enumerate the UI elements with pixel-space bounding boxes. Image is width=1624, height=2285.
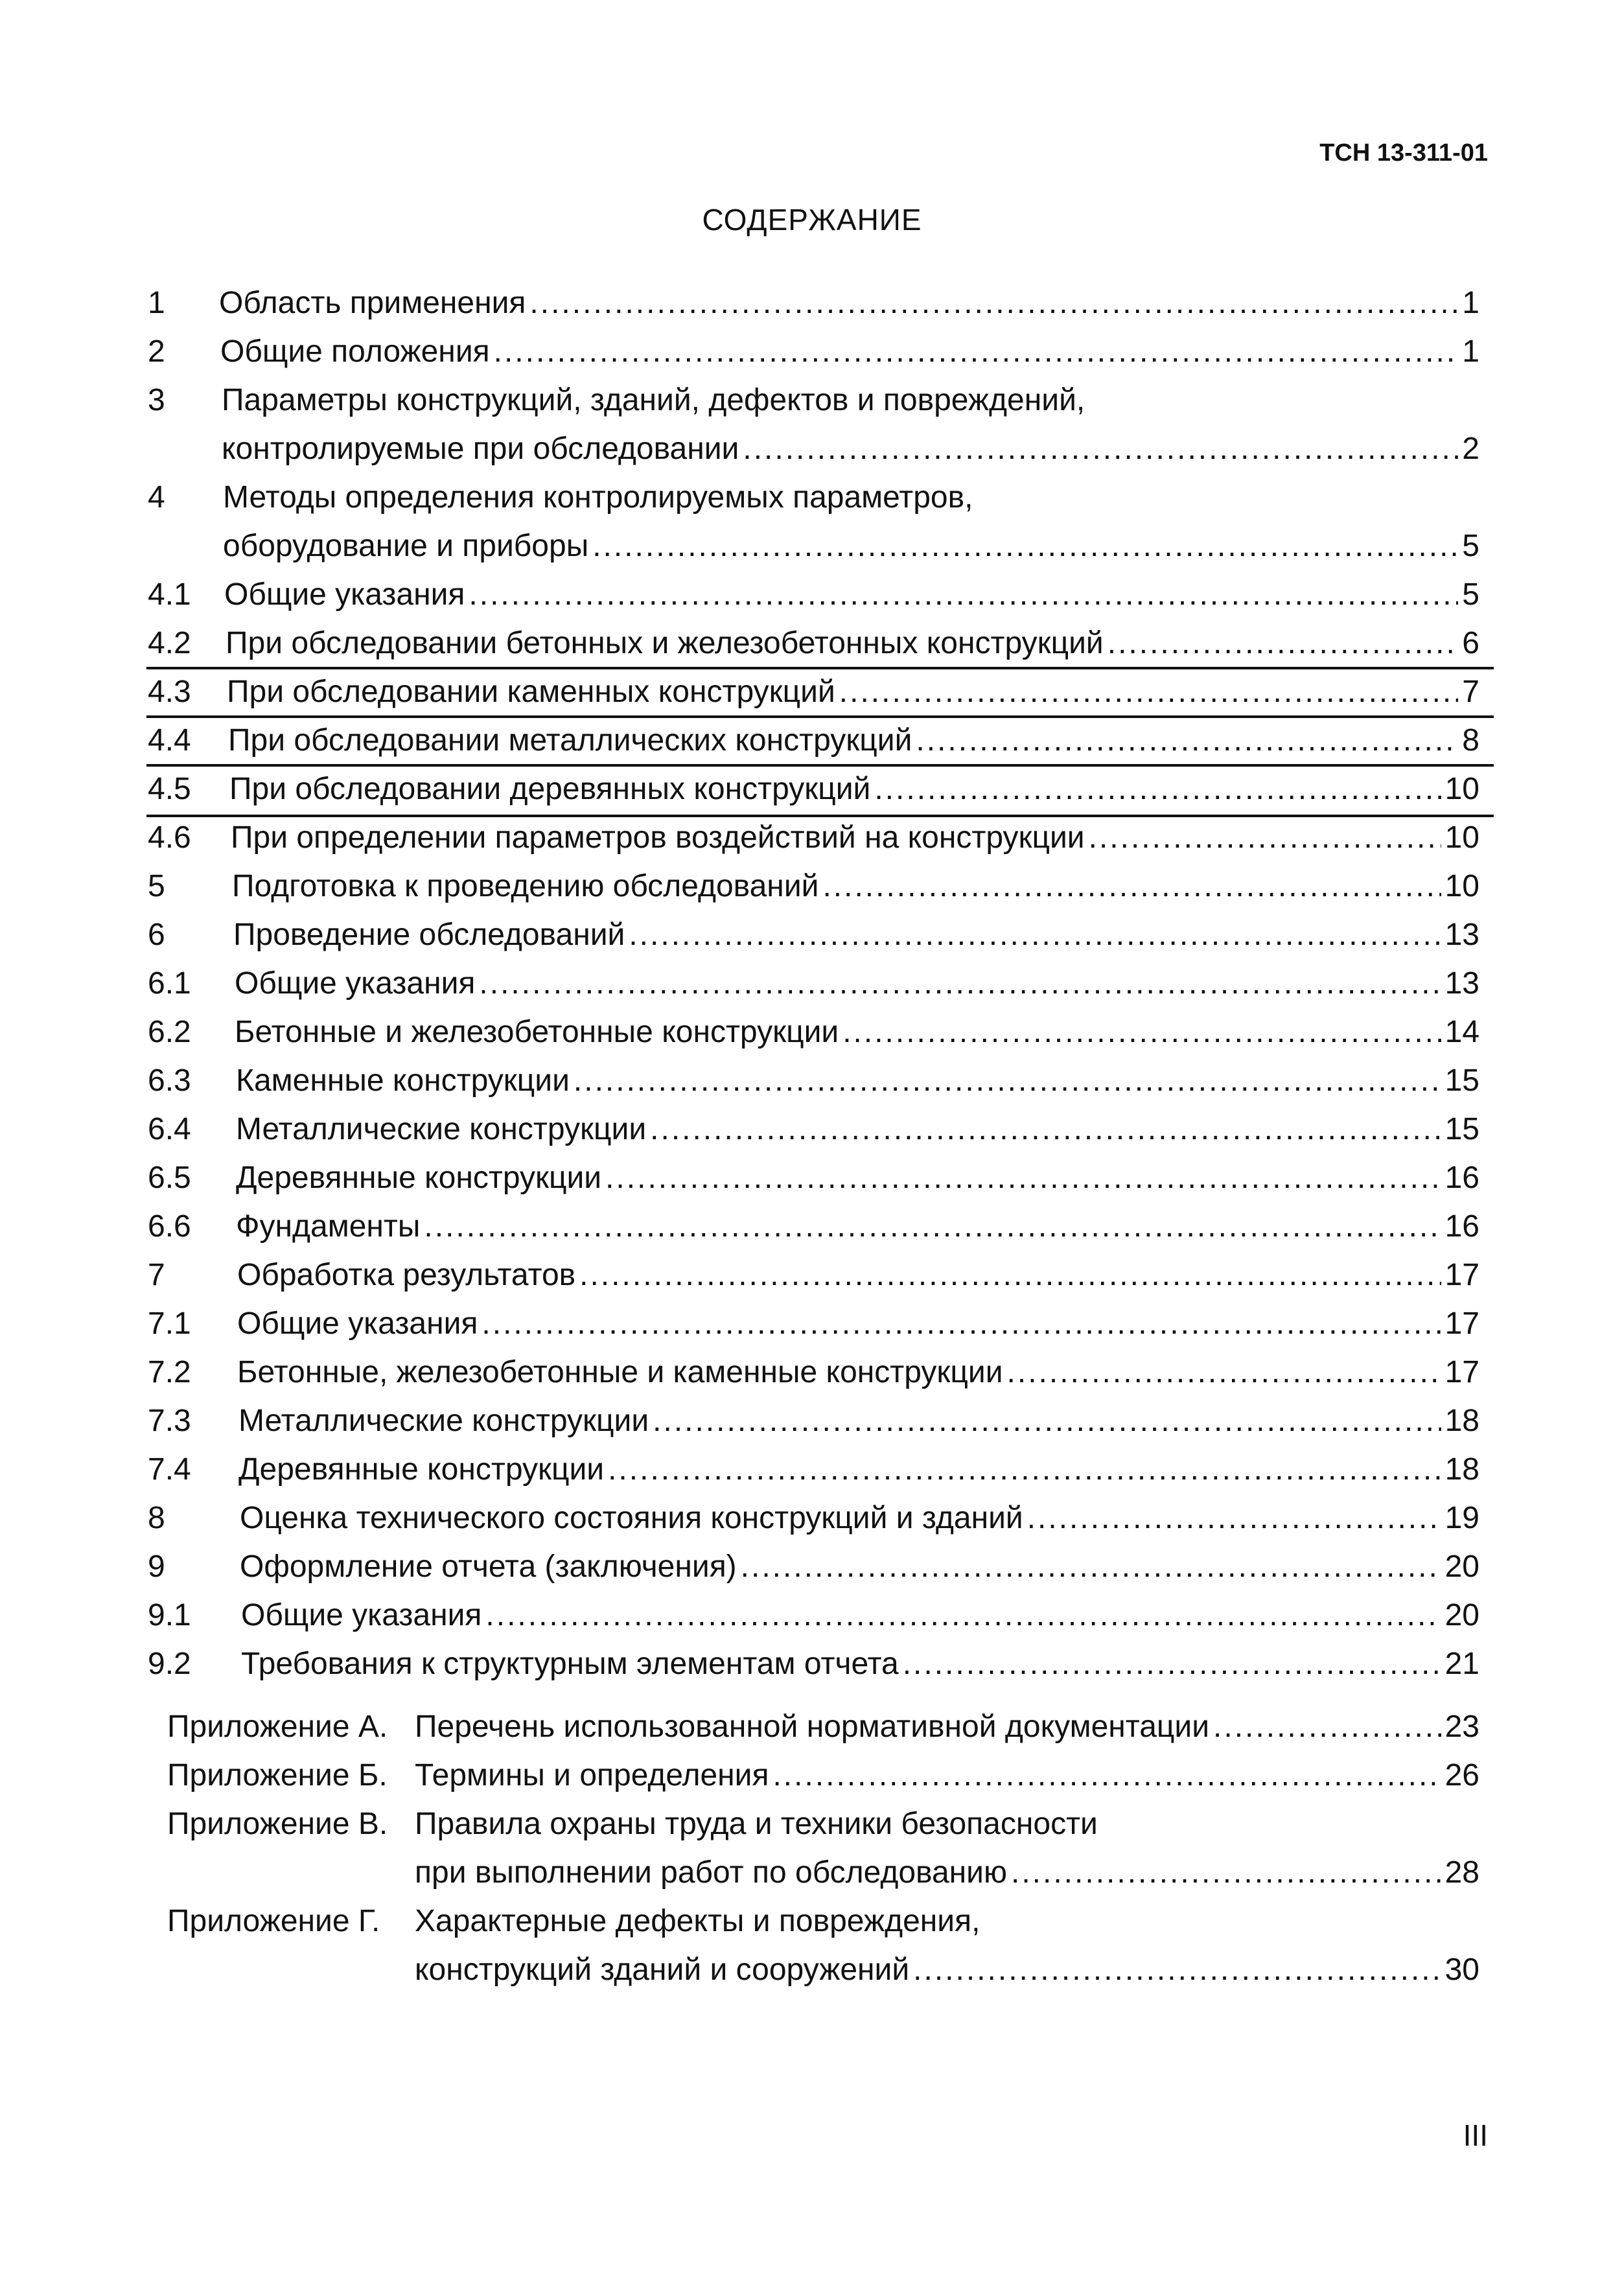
toc-leader (913, 1945, 1441, 1994)
toc-entry-2 (148, 327, 1479, 376)
toc-label: Методы определения контролируемых параметров, (223, 480, 973, 515)
toc-page: 13 (1444, 918, 1479, 952)
toc-number: 9 (148, 1549, 165, 1584)
toc-page: 17 (1444, 1355, 1479, 1389)
toc-number: 6.4 (148, 1112, 191, 1146)
toc-entry-4-4 (148, 716, 1479, 765)
toc-page: 15 (1444, 1063, 1479, 1098)
toc-entry-4-2 (148, 619, 1479, 667)
toc-label: Оценка технического состояния конструкций и зданий (240, 1501, 1023, 1535)
toc-entry-4-1 (148, 570, 1479, 619)
toc-entry-7-2 (148, 1348, 1479, 1397)
toc-entry-6 (148, 911, 1479, 959)
toc-leader (608, 1445, 1441, 1494)
toc-label: Параметры конструкций, зданий, дефектов и повреждений, (222, 383, 1085, 417)
toc-leader (1027, 1494, 1441, 1542)
toc-label: Каменные конструкции (236, 1063, 570, 1098)
toc-entry-3 (148, 376, 1479, 424)
toc-page: 6 (1462, 626, 1479, 660)
toc-appendix-v (148, 1800, 1479, 1848)
toc-number: 7 (148, 1258, 165, 1292)
toc-number: 4.2 (148, 626, 191, 660)
toc-label: при выполнении работ по обследованию (415, 1855, 1007, 1890)
toc-page: 1 (1462, 334, 1479, 369)
toc-leader (916, 716, 1458, 765)
toc-page: 26 (1444, 1758, 1479, 1792)
toc-leader (1213, 1702, 1441, 1751)
toc-label: Общие указания (241, 1598, 482, 1632)
toc-page: 21 (1444, 1647, 1479, 1681)
toc-page: 10 (1444, 869, 1479, 903)
toc-page: 20 (1444, 1549, 1479, 1584)
toc-number: 4 (148, 480, 165, 515)
toc-number: 4.4 (148, 723, 191, 758)
toc-entry-8 (148, 1494, 1479, 1542)
toc-page: 7 (1462, 675, 1479, 709)
toc-label: Металлические конструкции (238, 1404, 649, 1438)
toc-appendix-v-cont (148, 1848, 1479, 1897)
toc-label: конструкций зданий и сооружений (415, 1953, 910, 1987)
toc-number: 8 (148, 1501, 165, 1535)
toc-entry-1 (148, 279, 1479, 327)
toc-page: 5 (1462, 529, 1479, 563)
toc-leader (842, 1008, 1441, 1056)
toc-leader (605, 1154, 1441, 1202)
toc-number: 4.3 (148, 675, 191, 709)
toc-label: При обследовании бетонных и железобетонных конструкций (226, 626, 1104, 660)
toc-label: При обследовании каменных конструкций (227, 675, 835, 709)
toc-entry-7 (148, 1251, 1479, 1299)
toc-number: 6.3 (148, 1063, 191, 1098)
toc-number: 6.6 (148, 1209, 191, 1244)
toc-entry-4-3 (148, 667, 1479, 716)
toc-appendix-number: Приложение В. (167, 1807, 388, 1841)
toc-number: 6.5 (148, 1161, 191, 1195)
toc-leader (903, 1640, 1441, 1688)
toc-number: 7.2 (148, 1355, 191, 1389)
toc-entry-6-6 (148, 1202, 1479, 1251)
toc-entry-4-cont (148, 522, 1479, 570)
toc-label: Общие указания (224, 577, 465, 612)
toc-leader (743, 424, 1458, 473)
toc-number: 6 (148, 918, 165, 952)
toc-number: 7.3 (148, 1404, 191, 1438)
toc-leader (529, 279, 1458, 327)
toc-number: 6.2 (148, 1015, 191, 1049)
toc-page: 10 (1444, 772, 1479, 806)
toc-label: Характерные дефекты и повреждения, (415, 1904, 980, 1938)
toc-page: 28 (1444, 1855, 1479, 1890)
toc-number: 4.5 (148, 772, 191, 806)
toc-entry-7-4 (148, 1445, 1479, 1494)
toc-appendix-b (148, 1751, 1479, 1800)
toc-label: Бетонные, железобетонные и каменные конструкции (237, 1355, 1003, 1389)
toc-number: 7.4 (148, 1452, 191, 1487)
toc-label: Обработка результатов (237, 1258, 576, 1292)
toc-number: 1 (148, 286, 165, 320)
toc-label: Проведение обследований (233, 918, 625, 952)
toc-leader (874, 765, 1441, 813)
toc-entry-4-5 (148, 765, 1479, 813)
toc-page: 18 (1444, 1404, 1479, 1438)
toc-page: 5 (1462, 577, 1479, 612)
toc-leader (653, 1397, 1441, 1445)
toc-appendix-g-cont (148, 1945, 1479, 1994)
toc-page: 19 (1444, 1501, 1479, 1535)
toc-label: Термины и определения (415, 1758, 769, 1792)
toc-label: Перечень использованной нормативной документации (415, 1710, 1210, 1744)
toc-page: 2 (1462, 432, 1479, 466)
toc-leader (1007, 1348, 1441, 1397)
toc-number: 5 (148, 869, 165, 903)
toc-number: 4.1 (148, 577, 191, 612)
toc-leader (1108, 619, 1459, 667)
toc-leader (485, 1591, 1441, 1640)
toc-leader (772, 1751, 1441, 1800)
toc-leader (839, 667, 1459, 716)
toc-leader (650, 1105, 1441, 1154)
toc-leader (574, 1056, 1441, 1105)
toc-leader (741, 1542, 1441, 1591)
toc-leader (629, 911, 1441, 959)
toc-label: Деревянные конструкции (238, 1452, 605, 1487)
toc-appendix-number: Приложение Б. (167, 1758, 388, 1792)
toc-entry-3-cont (148, 424, 1479, 473)
toc-page: 10 (1444, 820, 1479, 855)
toc-label: Деревянные конструкции (236, 1161, 602, 1195)
page-number: III (1463, 2118, 1488, 2152)
toc-number: 4.6 (148, 820, 191, 855)
toc-label: При определении параметров воздействий на конструкции (231, 820, 1085, 855)
toc-entry-9-2 (148, 1640, 1479, 1688)
toc-label: Общие указания (235, 966, 476, 1001)
toc-number: 3 (148, 383, 165, 417)
toc-label: При обследовании деревянных конструкций (229, 772, 871, 806)
toc-page: 1 (1462, 286, 1479, 320)
toc-entry-5 (148, 862, 1479, 911)
page-title: СОДЕРЖАНИЕ (702, 203, 922, 237)
toc-page: 16 (1444, 1161, 1479, 1195)
toc-label: Требования к структурным элементам отчета (241, 1647, 899, 1681)
toc-label: При обследовании металлических конструкций (228, 723, 912, 758)
toc-number: 7.1 (148, 1306, 191, 1341)
toc-appendix-a (148, 1702, 1479, 1751)
toc-number: 9.2 (148, 1647, 191, 1681)
toc-page: 17 (1444, 1306, 1479, 1341)
toc-appendix-number: Приложение Г. (167, 1904, 380, 1938)
toc-page: 17 (1444, 1258, 1479, 1292)
toc-leader (822, 862, 1441, 911)
toc-leader (481, 1299, 1441, 1348)
toc-entry-7-1 (148, 1299, 1479, 1348)
toc-entry-6-1 (148, 959, 1479, 1008)
toc-page: 23 (1444, 1710, 1479, 1744)
toc-appendix-number: Приложение А. (167, 1710, 388, 1744)
toc-leader (1011, 1848, 1441, 1897)
toc-label: контролируемые при обследовании (222, 432, 739, 466)
toc-page: 13 (1444, 966, 1479, 1001)
toc-leader (1089, 813, 1441, 862)
toc-entry-7-3 (148, 1397, 1479, 1445)
toc-entry-9-1 (148, 1591, 1479, 1640)
toc-leader (424, 1202, 1441, 1251)
toc-entry-4-6 (148, 813, 1479, 862)
toc-entry-6-4 (148, 1105, 1479, 1154)
toc-leader (469, 570, 1458, 619)
toc-leader (479, 959, 1441, 1008)
toc-label: Оформление отчета (заключения) (240, 1549, 737, 1584)
toc-entry-6-5 (148, 1154, 1479, 1202)
toc-entry-6-2 (148, 1008, 1479, 1056)
toc-leader (592, 522, 1458, 570)
toc-label: Подготовка к проведению обследований (232, 869, 819, 903)
toc-appendix-g (148, 1897, 1479, 1945)
toc-number: 6.1 (148, 966, 191, 1001)
toc-page: 8 (1462, 723, 1479, 758)
toc-label: Общие положения (220, 334, 490, 369)
toc-entry-9 (148, 1542, 1479, 1591)
toc-label: Металлические конструкции (236, 1112, 647, 1146)
toc-entry-6-3 (148, 1056, 1479, 1105)
toc-number: 9.1 (148, 1598, 191, 1632)
toc-label: Правила охраны труда и техники безопасности (415, 1807, 1098, 1841)
toc-number: 2 (148, 334, 165, 369)
toc-page: 15 (1444, 1112, 1479, 1146)
toc-leader (579, 1251, 1441, 1299)
toc-leader (494, 327, 1459, 376)
toc-page: 14 (1444, 1015, 1479, 1049)
toc-entry-4 (148, 473, 1479, 522)
toc-label: Бетонные и железобетонные конструкции (235, 1015, 839, 1049)
toc-label: Общие указания (237, 1306, 478, 1341)
toc-page: 16 (1444, 1209, 1479, 1244)
document-code: ТСН 13-311-01 (1319, 139, 1488, 167)
toc-label: оборудование и приборы (223, 529, 589, 563)
table-of-contents (148, 279, 1479, 1994)
toc-page: 20 (1444, 1598, 1479, 1632)
toc-label: Область применения (219, 286, 526, 320)
toc-page: 18 (1444, 1452, 1479, 1487)
toc-label: Фундаменты (236, 1209, 421, 1244)
toc-page: 30 (1444, 1953, 1479, 1987)
